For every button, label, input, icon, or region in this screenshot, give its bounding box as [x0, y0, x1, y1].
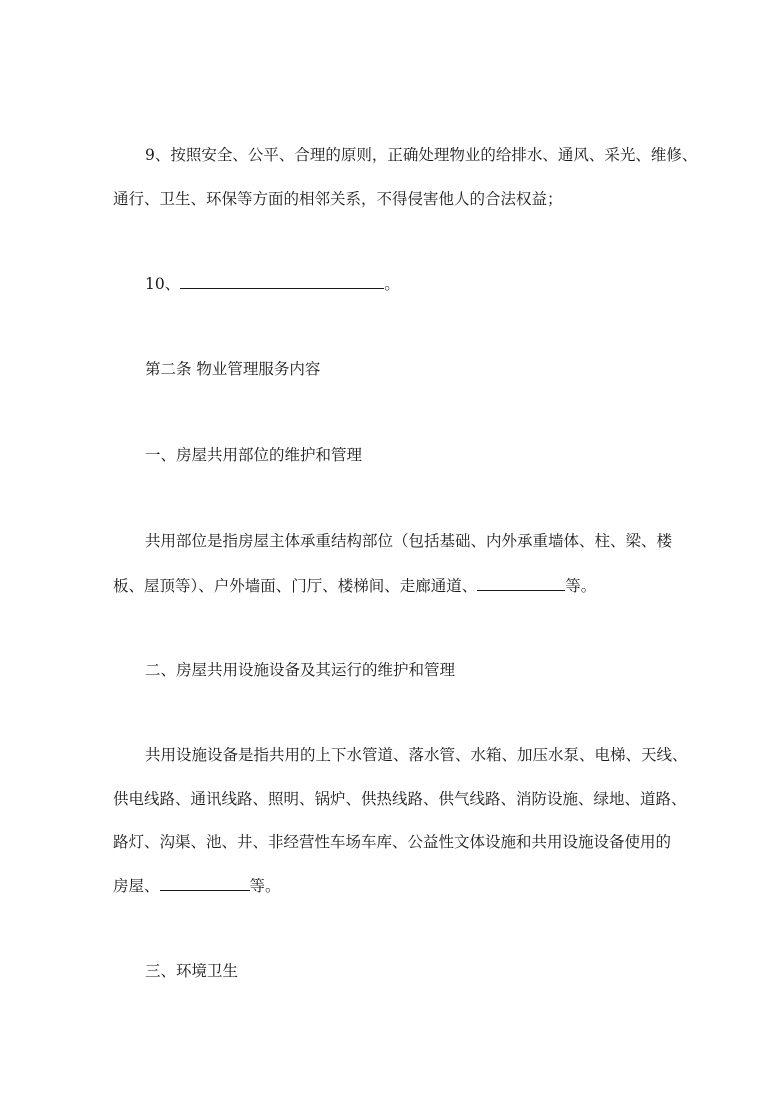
section-2-line-2: 供电线路、通讯线路、照明、锅炉、供热线路、供气线路、消防设施、绿地、道路、 — [113, 790, 687, 808]
section-1-line-2 — [113, 575, 673, 596]
article-2-heading: 第二条 物业管理服务内容 — [145, 360, 321, 378]
section-1-blank-line — [477, 575, 565, 591]
item-10 — [145, 273, 705, 294]
section-3-heading: 三、环境卫生 — [145, 962, 239, 980]
section-2-line-1: 共用设施设备是指共用的上下水管道、落水管、水箱、加压水泵、电梯、天线、 — [145, 746, 688, 764]
item-10-blank-line — [180, 273, 384, 289]
section-2-blank-line — [160, 875, 250, 891]
section-2-line-4-prefix: 房屋、 — [113, 877, 160, 895]
item-9-line-1: 9、按照安全、公平、合理的原则，正确处理物业的给排水、通风、采光、维修、 — [145, 146, 698, 164]
section-1-heading: 一、房屋共用部位的维护和管理 — [145, 446, 363, 464]
item-9-line-2: 通行、卫生、环保等方面的相邻关系，不得侵害他人的合法权益； — [113, 190, 563, 208]
item-10-prefix: 10、 — [145, 275, 181, 293]
section-2-line-3: 路灯、沟渠、池、井、非经营性车场车库、公益性文体设施和共用设施设备使用的 — [113, 833, 672, 851]
section-1-line-2-suffix: 等。 — [565, 577, 597, 595]
section-2-line-4 — [113, 875, 673, 896]
section-2-line-4-suffix: 等。 — [249, 877, 281, 895]
section-1-line-2-prefix: 板、屋顶等）、户外墙面、门厅、楼梯间、走廊通道、 — [113, 577, 478, 595]
section-2-heading: 二、房屋共用设施设备及其运行的维护和管理 — [145, 661, 456, 679]
item-10-suffix: 。 — [384, 275, 400, 293]
section-1-line-1: 共用部位是指房屋主体承重结构部位（包括基础、内外承重墙体、柱、梁、楼 — [145, 532, 673, 550]
